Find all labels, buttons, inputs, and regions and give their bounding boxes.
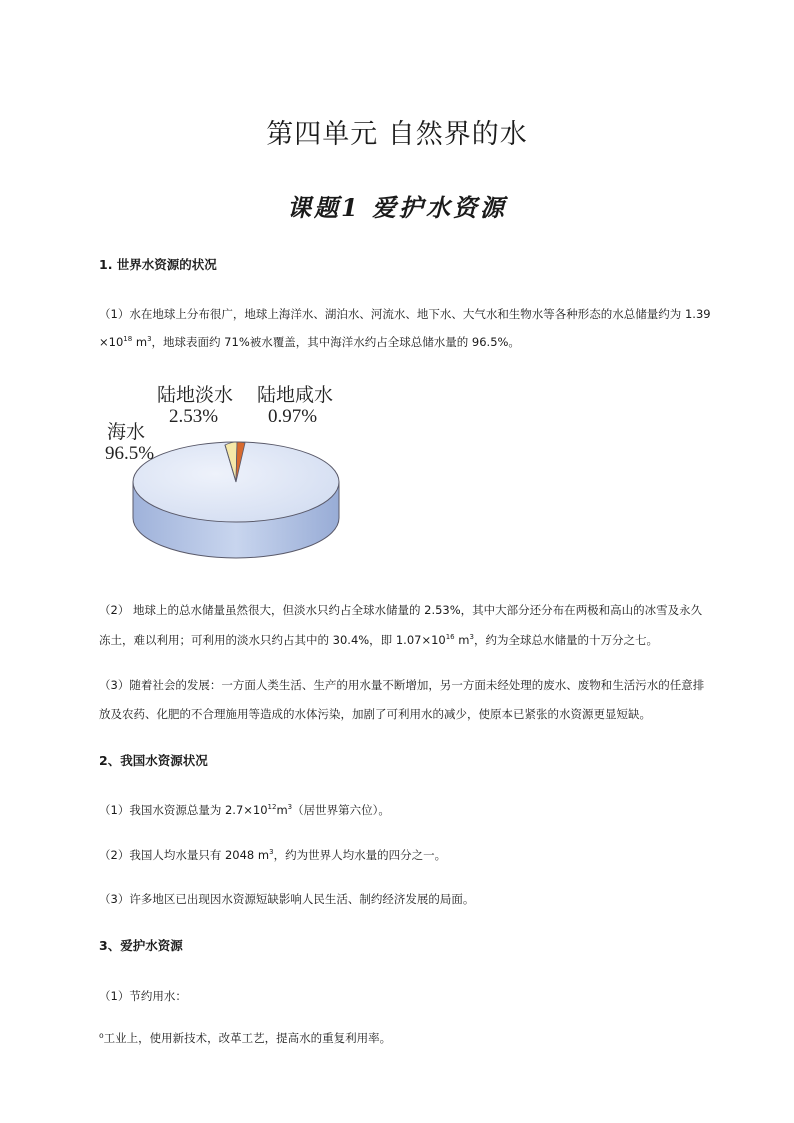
s2-p2-unit-exponent: 3 [269, 848, 274, 857]
section-heading-1: 1. 世界水资源的状况 [99, 257, 217, 272]
s2-paragraph-3: （3）许多地区已出现因水资源短缺影响人民生活、制约经济发展的局面。 [99, 892, 475, 906]
s1-paragraph-3-line-1: （3）随着社会的发展：一方面人类生活、生产的用水量不断增加，另一方面未经处理的废水、废物和生活污水的任意排 [99, 678, 705, 692]
s1-p2-unit: m [454, 633, 470, 647]
s1-paragraph-2-line-1: （2） 地球上的总水储量虽然很大，但淡水只约占全球水储量的 2.53%，其中大部分还分布在两极和高山的冰雪及永久 [99, 603, 703, 617]
pie-chart-svg [97, 372, 367, 564]
page-title: 第四单元 自然界的水 [266, 119, 528, 150]
s1-p1-text: ×10 [99, 335, 124, 349]
s1-p1-unit-exponent: 3 [147, 335, 152, 344]
pie-label-seawater-name: 海水 [107, 422, 146, 443]
s2-p2-text: （2）我国人均水量只有 2048 m [99, 848, 270, 862]
s1-p1-exponent: 18 [123, 335, 133, 344]
pie-label-salt-value: 0.97% [268, 406, 318, 427]
section-heading-3: 3、爱护水资源 [99, 938, 183, 953]
s2-paragraph-1 [99, 802, 390, 818]
s2-p1-text: （1）我国水资源总量为 2.7×10 [99, 803, 268, 817]
s1-paragraph-2-line-2 [99, 632, 658, 648]
s1-p1-rest: ，地球表面约 71%被水覆盖，其中海洋水约占全球总储水量的 96.5%。 [151, 335, 520, 349]
s2-paragraph-2 [99, 847, 446, 863]
s1-p2-exponent: 16 [445, 633, 455, 642]
s1-p2-unit-exponent: 3 [469, 633, 474, 642]
s1-p1-unit: m [132, 335, 148, 349]
s2-p2-rest: ，约为世界人均水量的四分之一。 [273, 848, 447, 862]
section-heading-2: 2、我国水资源状况 [99, 753, 208, 768]
s1-paragraph-1-line-1: （1）水在地球上分布很广，地球上海洋水、湖泊水、河流水、地下水、大气水和生物水等各种形态的水总储量约为 1.39 [99, 307, 711, 321]
s1-paragraph-1-line-2 [99, 334, 520, 350]
pie-label-fresh-name: 陆地淡水 [157, 385, 234, 406]
list-marker: ⁰ [99, 1031, 104, 1045]
s2-p1-rest: （居世界第六位）。 [292, 803, 390, 817]
pie-label-salt-name: 陆地咸水 [257, 385, 334, 406]
lesson-subtitle: 课题1 爱护水资源 [286, 193, 508, 222]
s1-paragraph-3-line-2: 放及农药、化肥的不合理施用等造成的水体污染，加剧了可利用水的减少，使原本已紧张的水资源更显短缺。 [99, 707, 651, 721]
s2-p1-exponent: 12 [267, 803, 277, 812]
s3-p2-text: 工业上，使用新技术，改革工艺，提高水的重复利用率。 [103, 1031, 392, 1045]
s1-p2-text: 冻土，难以利用；可利用的淡水只约占其中的 30.4%，即 1.07×10 [99, 633, 446, 647]
pie-label-seawater-value: 96.5% [105, 443, 155, 464]
s2-p1-unit: m [276, 803, 288, 817]
s1-p2-rest: ，约为全球总水储量的十万分之七。 [473, 633, 658, 647]
pie-label-fresh-value: 2.53% [169, 406, 219, 427]
s2-p1-unit-exponent: 3 [287, 803, 293, 812]
water-distribution-pie-figure [97, 372, 367, 564]
s3-paragraph-2 [99, 1030, 391, 1046]
s3-paragraph-1: （1）节约用水： [99, 989, 187, 1003]
